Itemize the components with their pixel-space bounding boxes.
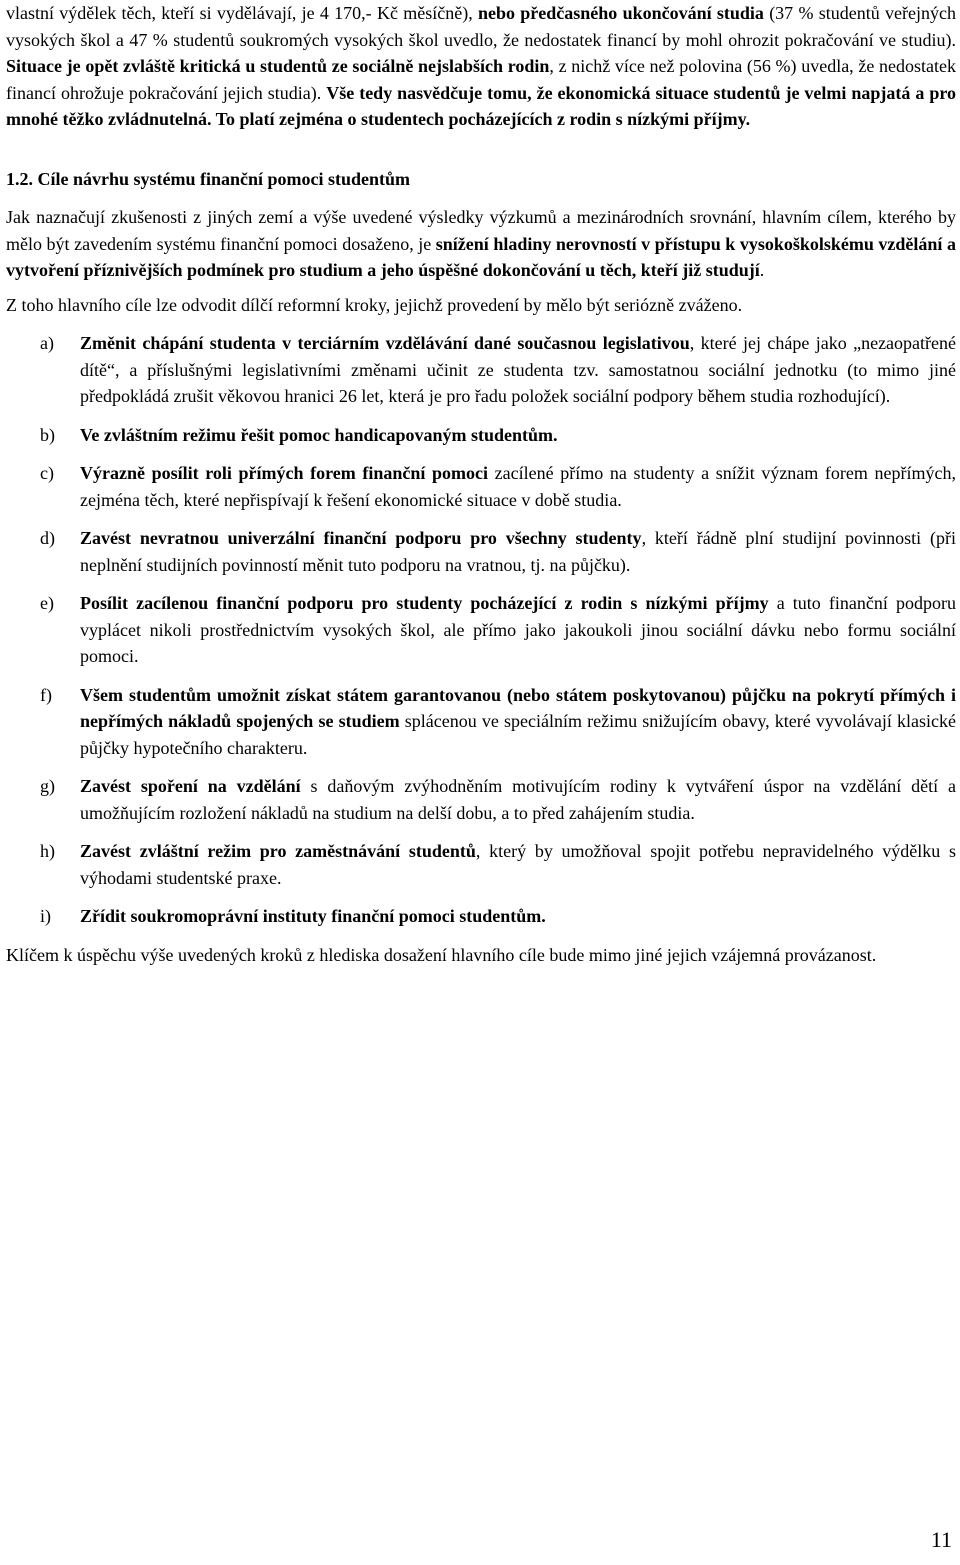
- reform-steps-list: [6, 330, 956, 930]
- opening-paragraph: [6, 0, 956, 133]
- text-run: vlastní výdělek těch, kteří si vydělávají, je 4 170,- Kč měsíčně),: [6, 3, 478, 23]
- list-marker: a): [40, 333, 54, 353]
- text-run: (37 % studentů veřejných vysokých škol a 47 % studentů soukromých vysokých škol uvedlo, že nedostatek financí by mohl ohrozit pokračování ve studiu).: [6, 3, 956, 50]
- section-heading: 1.2. Cíle návrhu systému finanční pomoci studentům: [6, 168, 411, 189]
- document-page: [6, 0, 956, 968]
- list-item: [6, 682, 956, 762]
- bold-text: Všem studentům umožnit získat státem garantovanou (nebo státem poskytovanou) půjčku na pokrytí přímých i nepřímých nákladů spojených se studiem: [80, 684, 956, 731]
- closing-paragraph: Klíčem k úspěchu výše uvedených kroků z hlediska dosažení hlavního cíle bude mimo jiné jejich vzájemná provázanost.: [6, 944, 877, 965]
- list-item: [6, 422, 956, 449]
- list-item: [6, 773, 956, 826]
- list-marker: d): [40, 528, 55, 548]
- list-marker: g): [40, 776, 55, 796]
- list-item: [6, 838, 956, 891]
- list-item: [6, 903, 956, 930]
- text-run: , který by umožňoval spojit potřebu nepravidelného výdělku s výhodami studentské praxe.: [80, 841, 957, 888]
- list-item-text: [80, 525, 956, 578]
- intro-paragraph-2: Z toho hlavního cíle lze odvodit dílčí reformní kroky, jejichž provedení by mělo být seriózně zváženo.: [6, 294, 743, 315]
- text-run: zacílené přímo na studenty a snížit význam forem nepřímých, zejména těch, které nepřispívají k řešení ekonomické situace v době studia.: [80, 463, 956, 510]
- page-number: 11: [930, 1527, 952, 1552]
- list-item: [6, 525, 956, 578]
- bold-text: Výrazně posílit roli přímých forem finanční pomoci: [80, 463, 489, 483]
- list-marker: e): [40, 593, 54, 613]
- bold-text: Vše tedy nasvědčuje tomu, že ekonomická situace studentů je velmi napjatá a pro mnohé těžko zvládnutelná. To platí zejména o studentech pocházejících z rodin s nízkými příjmy.: [6, 82, 956, 129]
- list-item-text: [80, 903, 956, 930]
- text-run: .: [759, 260, 765, 280]
- list-item: [6, 330, 956, 410]
- intro-paragraph: [6, 204, 956, 284]
- text-run: , z nichž více než polovina (56 %) uvedla, že nedostatek financí ohrožuje pokračování jejich studia).: [6, 56, 956, 103]
- list-item-text: [80, 838, 956, 891]
- list-item-text: [80, 422, 956, 449]
- bold-text: Ve zvláštním režimu řešit pomoc handicapovaným studentům.: [80, 424, 558, 445]
- bold-text: nebo předčasného ukončování studia: [477, 3, 764, 23]
- list-item: [6, 590, 956, 670]
- list-marker: c): [40, 463, 54, 483]
- list-item-text: [80, 330, 956, 410]
- list-item-text: [80, 682, 956, 762]
- list-item-text: [80, 773, 956, 826]
- list-marker: b): [40, 424, 55, 445]
- text-run: , které jej chápe jako „nezaopatřené dítě“, a příslušnými legislativními změnami učinit ze studenta tzv. samostatnou sociální jednotku (to mimo jiné předpokládá zrušit věkovou hranici 26 let, která je pro řadu položek sociální podpory během studia rozhodující).: [80, 333, 957, 406]
- bold-text: Zavést zvláštní režim pro zaměstnávání studentů: [80, 841, 476, 861]
- bold-text: Změnit chápání studenta v terciárním vzdělávání dané současnou legislativou: [80, 333, 690, 353]
- text-run: , kteří řádně plní studijní povinnosti (při neplnění studijních povinností měnit tuto podporu na vratnou, tj. na půjčku).: [80, 528, 957, 575]
- text-run: s daňovým zvýhodněním motivujícím rodiny k vytváření úspor na vzdělání dětí a umožňujícím rozložení nákladů na studium na delší dobu, a to před zahájením studia.: [80, 776, 956, 823]
- list-item: [6, 460, 956, 513]
- bold-text: snížení hladiny nerovností v přístupu k vysokoškolskému vzdělání a vytvoření příznivějších podmínek pro studium a jeho úspěšné dokončování u těch, kteří již studují: [6, 233, 956, 280]
- list-item-text: [80, 590, 956, 670]
- list-marker: f): [40, 684, 52, 705]
- text-run: Jak naznačují zkušenosti z jiných zemí a výše uvedené výsledky výzkumů a mezinárodních srovnání, hlavním cílem, kterého by mělo být zavedením systému finanční pomoci dosaženo, je: [6, 207, 956, 254]
- bold-text: Zavést nevratnou univerzální finanční podporu pro všechny studenty: [80, 528, 642, 548]
- bold-text: Posílit zacílenou finanční podporu pro studenty pocházející z rodin s nízkými příjmy: [80, 593, 769, 613]
- text-run: a tuto finanční podporu vyplácet nikoli prostřednictvím vysokých škol, ale přímo jako jakoukoli jinou sociální dávku nebo formu sociální pomoci.: [80, 593, 956, 666]
- list-marker: i): [40, 906, 51, 926]
- bold-text: Zavést spoření na vzdělání: [80, 776, 301, 796]
- bold-text: Situace je opět zvláště kritická u studentů ze sociálně nejslabších rodin: [6, 56, 550, 76]
- text-run: splácenou ve speciálním režimu snižujícím obavy, které vyvolávají klasické půjčky hypotečního charakteru.: [80, 711, 956, 758]
- bold-text: Zřídit soukromoprávní instituty finanční pomoci studentům.: [80, 906, 546, 926]
- list-item-text: [80, 460, 956, 513]
- list-marker: h): [40, 841, 55, 861]
